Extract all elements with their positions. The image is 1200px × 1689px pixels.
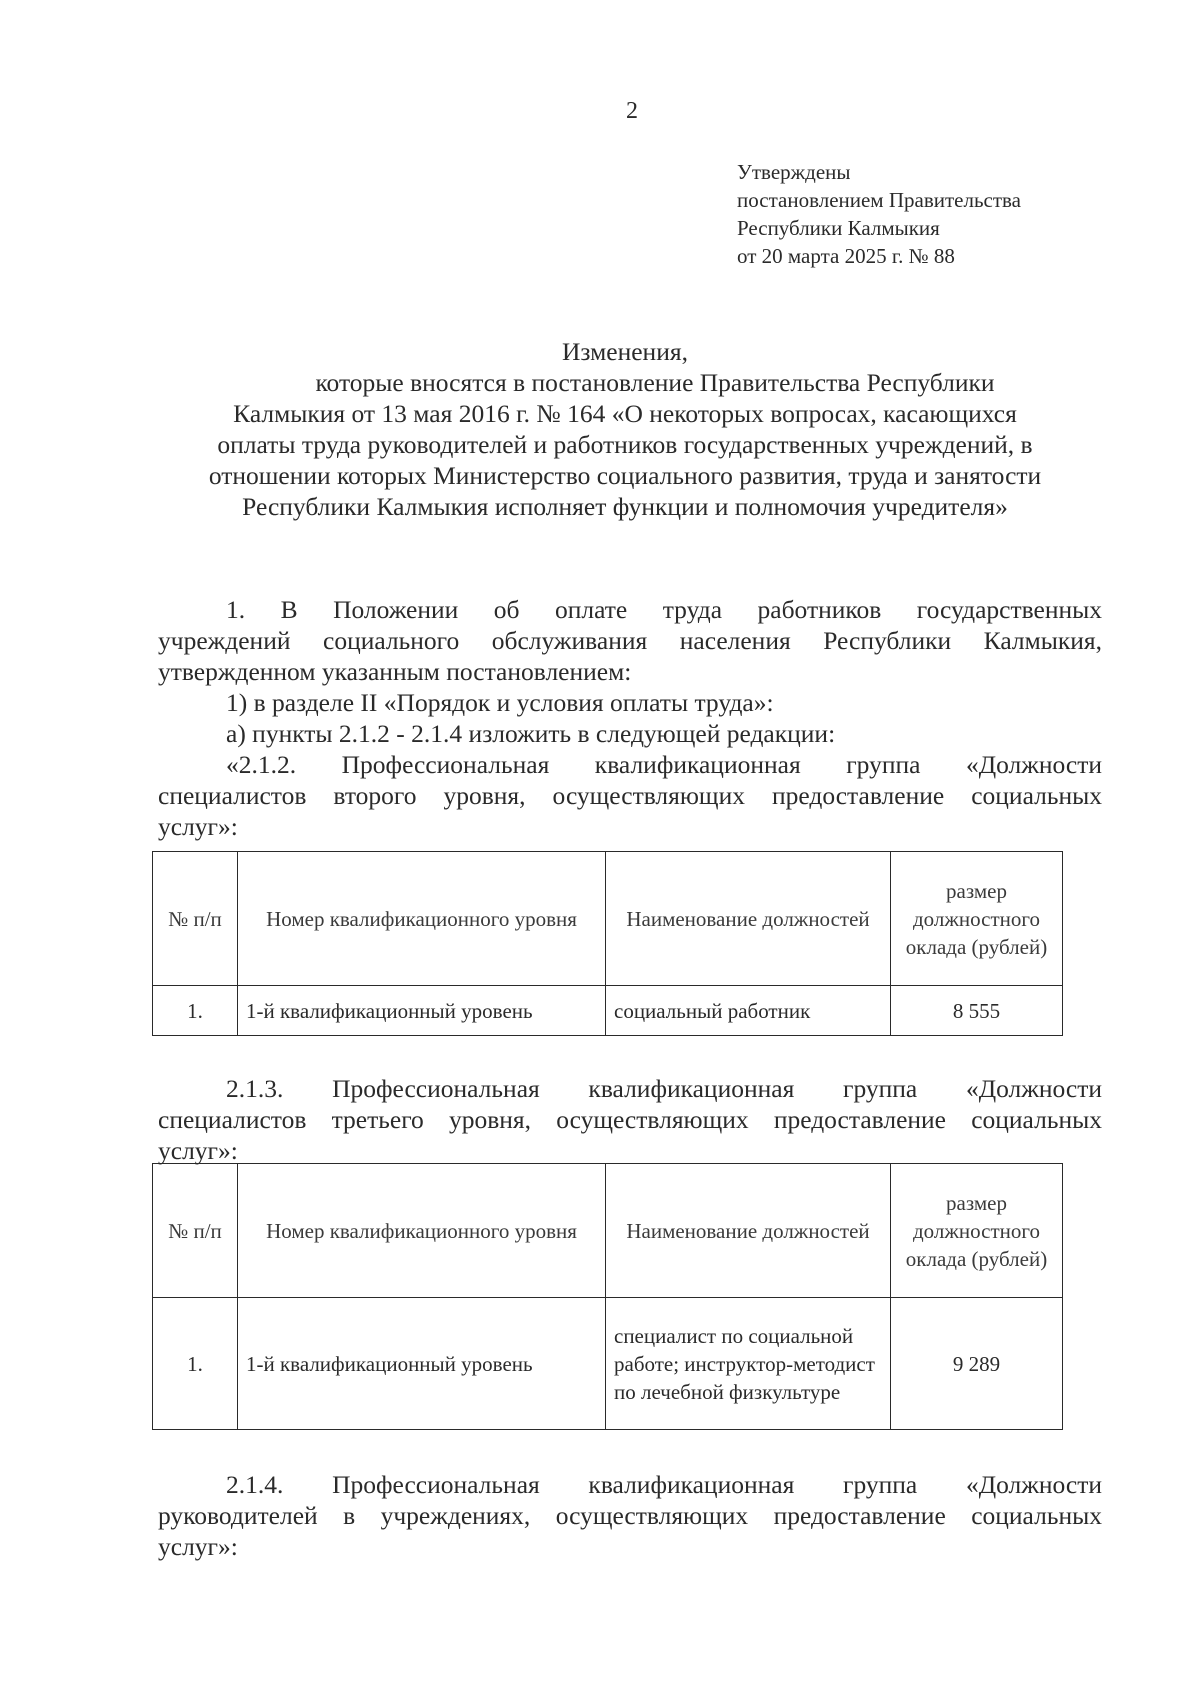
title-line: отношении которых Министерство социального развития, труда и занятости: [208, 461, 1042, 490]
paragraph-line: 1) в разделе II «Порядок и условия оплаты труда»:: [226, 688, 774, 717]
table-header-row: [153, 852, 1063, 986]
header-salary: размер должностного оклада (рублей): [891, 1164, 1063, 1298]
document-title: [150, 336, 1100, 522]
approval-line: Утверждены: [737, 160, 851, 184]
section-2-1-3: [158, 1073, 1102, 1166]
paragraph-line: 2.1.4. Профессиональная квалификационная группа «Должности: [226, 1470, 1102, 1499]
cell-position: социальный работник: [606, 986, 891, 1036]
approval-stamp: [737, 158, 1021, 270]
cell-level: 1-й квалификационный уровень: [238, 986, 606, 1036]
paragraph-line: руководителей в учреждениях, осуществляющих предоставление социальных: [158, 1501, 1102, 1530]
approval-line: постановлением Правительства: [737, 188, 1022, 212]
header-number: № п/п: [153, 1164, 238, 1298]
title-heading: Изменения,: [562, 337, 688, 366]
cell-level: 1-й квалификационный уровень: [238, 1298, 606, 1430]
approval-line: от 20 марта 2025 г. № 88: [737, 244, 955, 268]
header-level: Номер квалификационного уровня: [238, 852, 606, 986]
cell-position: специалист по социальной работе; инструктор-методист по лечебной физкультуре: [606, 1298, 891, 1430]
paragraph-line: а) пункты 2.1.2 - 2.1.4 изложить в следующей редакции:: [226, 719, 836, 748]
paragraph-line: учреждений социального обслуживания населения Республики Калмыкия,: [158, 626, 1102, 655]
cell-number: 1.: [153, 1298, 238, 1430]
header-level: Номер квалификационного уровня: [238, 1164, 606, 1298]
page-number: 2: [626, 98, 638, 124]
table-row: [153, 986, 1063, 1036]
header-number: № п/п: [153, 852, 238, 986]
cell-salary: 9 289: [891, 1298, 1063, 1430]
cell-salary: 8 555: [891, 986, 1063, 1036]
title-line: которые вносятся в постановление Правительства Республики: [315, 368, 995, 397]
header-position: Наименование должностей: [606, 1164, 891, 1298]
paragraph-line: услуг»:: [158, 1136, 238, 1165]
table-header-row: [153, 1164, 1063, 1298]
paragraph-line: 1. В Положении об оплате труда работников государственных: [226, 595, 1102, 624]
section-2-1-4: [158, 1469, 1102, 1562]
salary-table-second-level: [152, 851, 1063, 1036]
paragraph-line: услуг»:: [158, 812, 238, 841]
table-row: [153, 1298, 1063, 1430]
title-line: оплаты труда руководителей и работников государственных учреждений, в: [217, 430, 1033, 459]
approval-line: Республики Калмыкия: [737, 216, 940, 240]
cell-number: 1.: [153, 986, 238, 1036]
title-line: Республики Калмыкия исполняет функции и полномочия учредителя»: [242, 492, 1008, 521]
salary-table-third-level: [152, 1163, 1063, 1430]
paragraph-line: 2.1.3. Профессиональная квалификационная группа «Должности: [226, 1074, 1102, 1103]
paragraph-line: «2.1.2. Профессиональная квалификационная группа «Должности: [226, 750, 1102, 779]
title-line: Калмыкия от 13 мая 2016 г. № 164 «О некоторых вопросах, касающихся: [233, 399, 1017, 428]
paragraph-line: услуг»:: [158, 1532, 238, 1561]
header-position: Наименование должностей: [606, 852, 891, 986]
paragraph-line: специалистов второго уровня, осуществляющих предоставление социальных: [158, 781, 1102, 810]
paragraph-line: утвержденном указанным постановлением:: [158, 657, 632, 686]
header-salary: размер должностного оклада (рублей): [891, 852, 1063, 986]
paragraph-line: специалистов третьего уровня, осуществляющих предоставление социальных: [158, 1105, 1102, 1134]
intro-section: [158, 594, 1102, 842]
